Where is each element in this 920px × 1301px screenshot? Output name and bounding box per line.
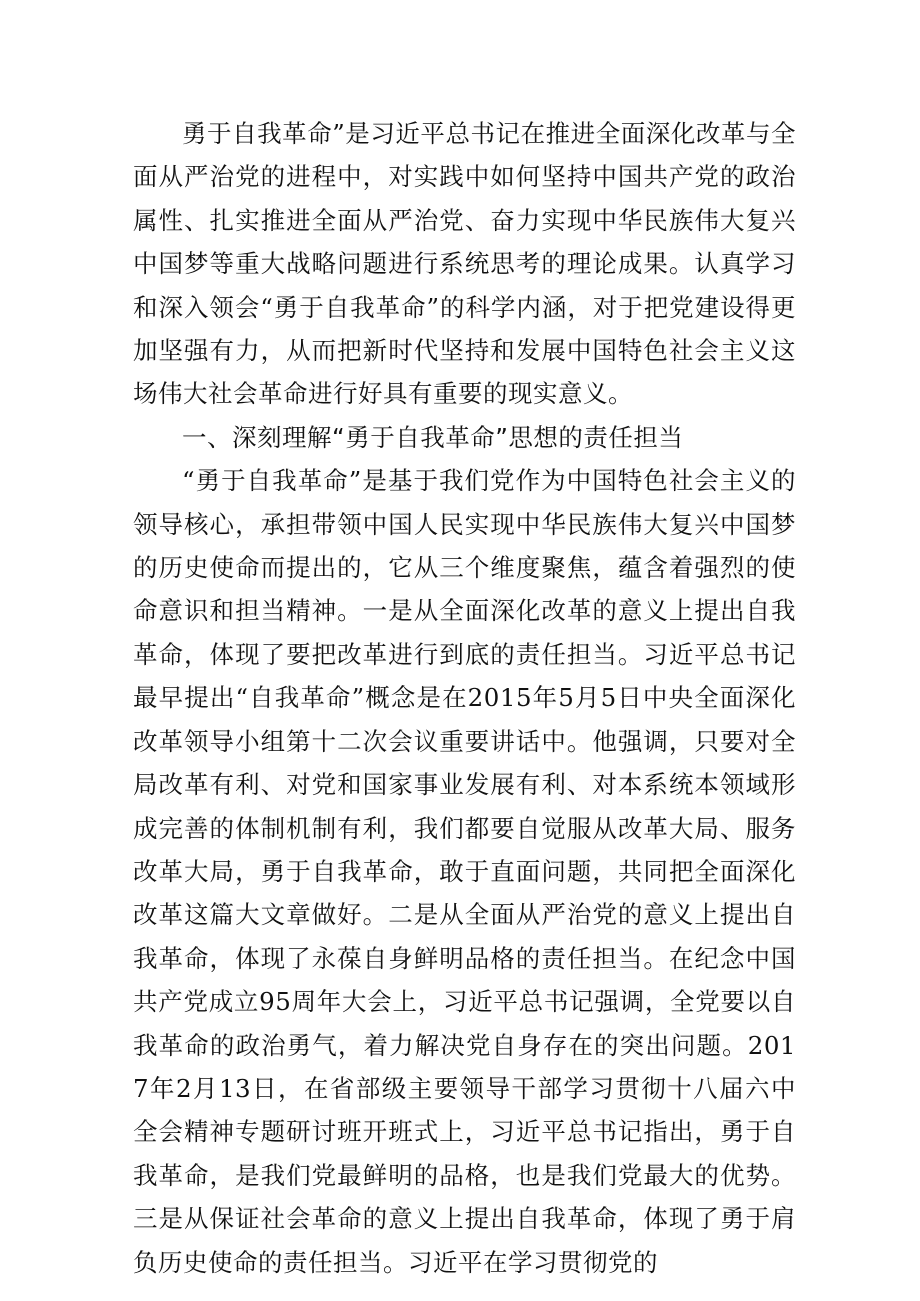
section-heading: 一、深刻理解“勇于自我革命”思想的责任担当 — [182, 422, 684, 452]
section-paragraph: “勇于自我革命”是基于我们党作为中国特色社会主义的领导核心，承担带领中国人民实现中华民族伟大复兴中国梦的历史使命而提出的，它从三个维度聚焦，蕴含着强烈的使命意识和担当精神。一是从全面深化改革的意义上提出自我革命，体现了要把改革进行到底的责任担当。习近平总书记最早提出“自我革命”概念是在2015年5月5日中央全面深化改革领导小组第十二次会议重要讲话中。他强调，只要对全局改革有利、对党和国家事业发展有利、对本系统本领域形成完善的体制机制有利，我们都要自觉服从改革大局、服务改革大局，勇于自我革命，敢于直面问题，共同把全面深化改革这篇大文章做好。二是从全面从严治党的意义上提出自我革命，体现了永葆自身鲜明品格的责任担当。在纪念中国共产党成立95周年大会上，习近平总书记强调，全党要以自我革命的政治勇气，着力解决党自身存在的突出问题。2017年2月13日，在省部级主要领导干部学习贯彻十八届六中全会精神专题研讨班开班式上，习近平总书记指出，勇于自我革命，是我们党最鲜明的品格，也是我们党最大的优势。三是从保证社会革命的意义上提出自我革命，体现了勇于肩负历史使命的责任担当。习近平在学习贯彻党的 — [133, 466, 796, 1277]
intro-paragraph: 勇于自我革命”是习近平总书记在推进全面深化改革与全面从严治党的进程中，对实践中如何坚持中国共产党的政治属性、扎实推进全面从严治党、奋力实现中华民族伟大复兴中国梦等重大战略问题进行系统思考的理论成果。认真学习和深入领会“勇于自我革命”的科学内涵，对于把党建设得更加坚强有力，从而把新时代坚持和发展中国特色社会主义这场伟大社会革命进行好具有重要的现实意义。 — [133, 119, 796, 409]
